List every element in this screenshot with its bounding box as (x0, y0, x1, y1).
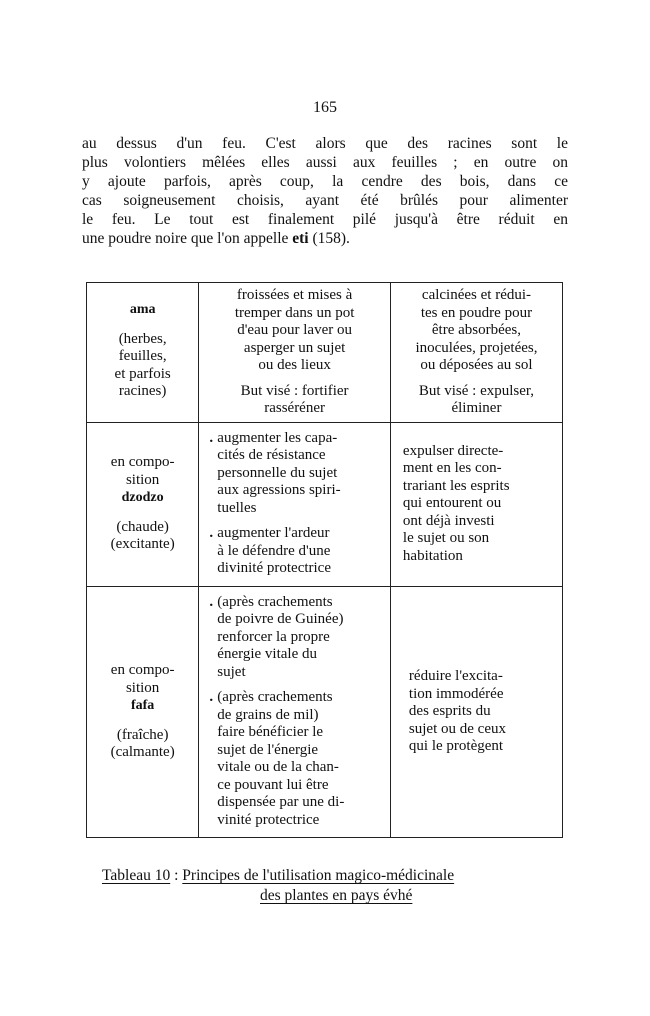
cell-dzodzo-effects (199, 422, 391, 586)
cell-line: froissées et mises à (236, 287, 353, 303)
table-row-fafa (87, 586, 563, 838)
caption-separator: : (170, 867, 183, 884)
cell-line: réduire l'excita- (408, 668, 503, 684)
cell-line: ment en les con- (402, 460, 502, 477)
cell-line: divinité protectrice (217, 560, 331, 576)
paragraph-text: une poudre noire que l'on appelle (82, 230, 293, 247)
cell-fafa-action (390, 586, 562, 838)
row-title: fafa (130, 698, 155, 713)
cell-fafa-label (87, 586, 199, 838)
table-row-dzodzo (87, 422, 563, 586)
cell-line: tremper dans un pot (234, 304, 355, 321)
cell-line: expulser directe- (402, 442, 504, 459)
cell-dzodzo-label (87, 422, 199, 586)
list-item (205, 689, 384, 829)
cell-line: en compo- (110, 454, 175, 471)
cell-line: tion immodérée (408, 685, 504, 702)
cell-line: tuelles (217, 499, 257, 516)
cell-line: ce pouvant lui être (217, 776, 329, 793)
list-item (205, 525, 384, 578)
row-title: dzodzo (121, 490, 164, 506)
cell-fafa-effects (199, 586, 391, 838)
caption-title: Principes de l'utilisation magico-médicinale (182, 867, 455, 884)
body-paragraph (82, 134, 568, 248)
cell-line: à le défendre d'une (217, 542, 331, 559)
cell-line: racines) (118, 383, 167, 399)
cell-line: le sujet ou son (402, 530, 490, 547)
cell-line: augmenter l'ardeur (217, 525, 330, 541)
cell-line: qui le protègent (408, 738, 504, 754)
cell-ama-calcined (390, 283, 562, 423)
cell-line: feuilles, (118, 348, 167, 364)
caption-line-1 (102, 866, 454, 886)
bullet: . (209, 593, 214, 610)
plants-principles-table (86, 282, 563, 838)
paragraph-line: plus volontiers mêlées elles aussi aux feuilles ; en outre on (82, 154, 568, 171)
cell-aim: éliminer (451, 400, 502, 416)
cell-line: habitation (402, 547, 463, 564)
cell-aim: rasséréner (264, 400, 325, 416)
cell-ama-label (87, 283, 199, 423)
cell-line: personnelle du sujet (217, 464, 338, 481)
cell-line: (fraîche) (116, 726, 169, 743)
bullet: . (209, 689, 214, 705)
bullet: . (209, 525, 214, 541)
cell-line: ou déposées au sol (420, 357, 533, 373)
caption-label: Tableau 10 (102, 867, 171, 884)
table-row-ama (87, 283, 563, 423)
row-title: ama (129, 302, 156, 317)
caption-title-cont: des plantes en pays évhé (260, 887, 413, 904)
paragraph-line: le feu. Le tout est finalement pilé jusqu'à être réduit en (82, 211, 568, 228)
paragraph-line: au dessus d'un feu. C'est alors que des racines sont le (82, 135, 568, 152)
cell-ama-crushed (199, 283, 391, 423)
cell-line: tes en poudre pour (420, 304, 533, 321)
cell-dzodzo-action (390, 422, 562, 586)
cell-line: qui entourent ou (402, 495, 502, 512)
cell-line: asperger un sujet (243, 339, 346, 356)
cell-line: aux agressions spiri- (217, 482, 341, 498)
bullet: . (209, 429, 214, 446)
cell-aim: But visé : expulser, (418, 382, 535, 399)
cell-line: augmenter les capa- (217, 429, 338, 446)
cell-line: sition (125, 679, 160, 696)
cell-line: renforcer la propre (217, 628, 330, 645)
cell-line: dispensée par une di- (217, 794, 345, 810)
cell-line: et parfois (114, 365, 171, 382)
cell-line: de grains de mil) (217, 706, 319, 723)
caption-line-2 (260, 886, 412, 906)
paragraph-line: y ajoute parfois, après coup, la cendre des bois, dans ce (82, 173, 568, 190)
cell-line: inoculées, projetées, (415, 339, 538, 356)
cell-line: (herbes, (118, 330, 167, 347)
cell-line: ou des lieux (258, 357, 331, 373)
term-eti: eti (292, 230, 309, 247)
cell-line: faire bénéficier le (217, 724, 324, 740)
cell-aim: But visé : fortifier (240, 382, 349, 399)
paragraph-text: (158). (308, 230, 350, 247)
cell-line: en compo- (110, 662, 175, 678)
cell-line: (après crachements (217, 593, 333, 610)
cell-line: sujet ou de ceux (408, 720, 506, 737)
cell-line: vinité protectrice (217, 811, 320, 828)
cell-line: calcinées et rédui- (421, 287, 532, 303)
cell-line: sition (125, 471, 160, 488)
list-item (205, 430, 384, 518)
cell-line: énergie vitale du (217, 646, 317, 662)
cell-line: d'eau pour laver ou (237, 322, 352, 338)
list-item (205, 594, 384, 682)
page-number: 165 (313, 99, 337, 116)
cell-line: (calmante) (110, 744, 175, 760)
cell-line: sujet de l'énergie (217, 741, 319, 758)
cell-line: sujet (217, 663, 246, 680)
cell-line: cités de résistance (217, 447, 326, 463)
cell-line: des esprits du (408, 703, 491, 719)
paragraph-line-last (82, 229, 568, 248)
paragraph-line: cas soigneusement choisis, ayant été brûlés pour alimenter (82, 192, 568, 209)
cell-line: vitale ou de la chan- (217, 759, 339, 775)
cell-line: de poivre de Guinée) (217, 611, 344, 627)
cell-line: ont déjà investi (402, 512, 495, 529)
cell-line: (chaude) (116, 518, 169, 535)
cell-line: trariant les esprits (402, 477, 510, 494)
cell-line: (après crachements (217, 689, 333, 705)
cell-line: (excitante) (110, 536, 175, 553)
cell-line: être absorbées, (431, 322, 522, 338)
